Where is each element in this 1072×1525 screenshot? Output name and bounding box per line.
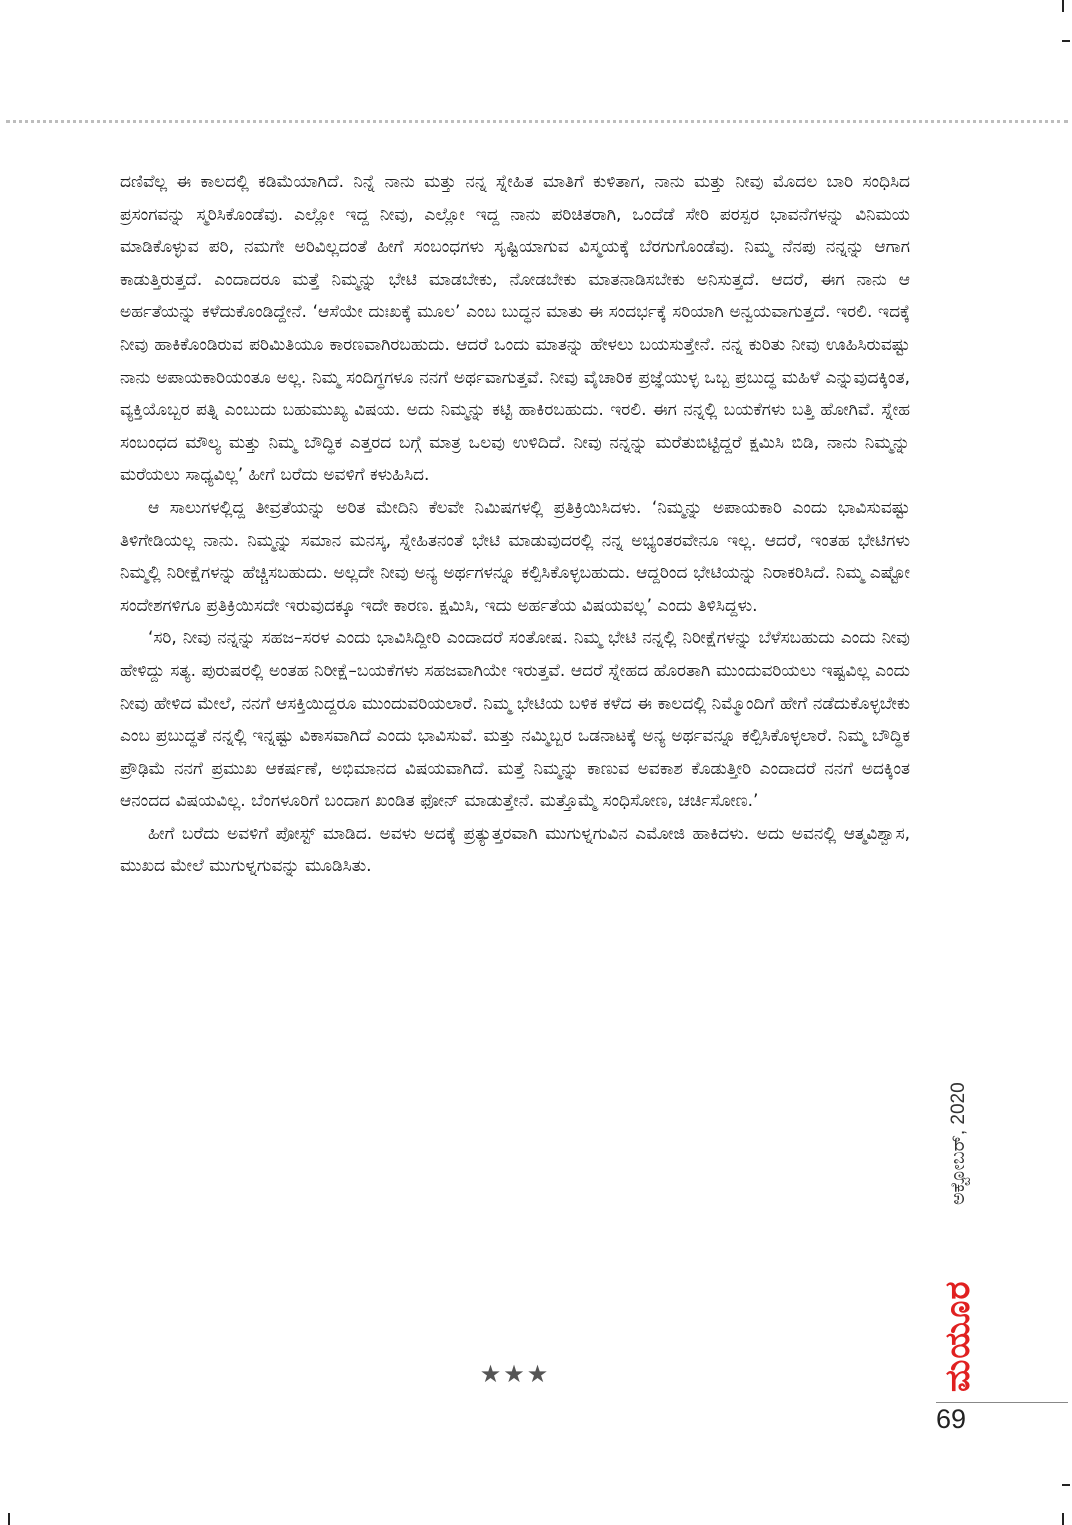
page-number: 69 — [936, 1404, 967, 1434]
section-break-stars: ★★★ — [479, 1360, 551, 1388]
article-paragraph: ಹೀಗೆ ಬರೆದು ಅವಳಿಗೆ ಪೋಸ್ಟ್ ಮಾಡಿದ. ಅವಳು ಅದಕ್ಕೆ ಪ್ರತ್ಯುತ್ತರವಾಗಿ ಮುಗುಳ್ನಗುವಿನ ಎಮೋಜಿ ಹಾಕಿದಳು. ಅದು ಅವನಲ್ಲಿ ಆತ್ಮವಿಶ್ವಾಸ, ಮುಖದ ಮೇಲೆ ಮುಗುಳ್ನಗುವನ್ನು ಮೂಡಿಸಿತು. — [120, 823, 910, 877]
issue-date: ಅಕ್ಟೋಬರ್, 2020 — [948, 1082, 969, 1205]
article-paragraph: ‘ಸರಿ, ನೀವು ನನ್ನನ್ನು ಸಹಜ–ಸರಳ ಎಂದು ಭಾವಿಸಿದ್ದೀರಿ ಎಂದಾದರೆ ಸಂತೋಷ. ನಿಮ್ಮ ಭೇಟಿ ನನ್ನಲ್ಲಿ ನಿರೀಕ್ಷೆಗಳನ್ನು ಬೆಳೆಸಬಹುದು ಎಂದು ನೀವು ಹೇಳಿದ್ದು ಸತ್ಯ. ಪುರುಷರಲ್ಲಿ ಅಂತಹ ನಿರೀಕ್ಷೆ–ಬಯಕೆಗಳು ಸಹಜವಾಗಿಯೇ ಇರುತ್ತವೆ. ಆದರೆ ಸ್ನೇಹದ ಹೊರತಾಗಿ ಮುಂದುವರಿಯಲು ಇಷ್ಟವಿಲ್ಲ ಎಂದು ನೀವು ಹೇಳಿದ ಮೇಲೆ, ನನಗೆ ಆಸಕ್ತಿಯಿದ್ದರೂ ಮುಂದುವರಿಯಲಾರೆ. ನಿಮ್ಮ ಭೇಟಿಯ ಬಳಿಕ ಕಳೆದ ಈ ಕಾಲದಲ್ಲಿ ನಿಮ್ಮೊಂದಿಗೆ ಹೇಗೆ ನಡೆದುಕೊಳ್ಳಬೇಕು ಎಂಬ ಪ್ರಬುದ್ಧತೆ ನನ್ನಲ್ಲಿ ಇನ್ನಷ್ಟು ವಿಕಾಸವಾಗಿದೆ ಎಂದು ಭಾವಿಸುವೆ. ಮತ್ತು ನಮ್ಮಿಬ್ಬರ ಒಡನಾಟಕ್ಕೆ ಅನ್ಯ ಅರ್ಥವನ್ನೂ ಕಲ್ಪಿಸಿಕೊಳ್ಳಲಾರೆ. ನಿಮ್ಮ ಬೌದ್ಧಿಕ ಪ್ರೌಢಿಮೆ ನನಗೆ ಪ್ರಮುಖ ಆಕರ್ಷಣೆ, ಅಭಿಮಾನದ ವಿಷಯವಾಗಿದೆ. ಮತ್ತೆ ನಿಮ್ಮನ್ನು ಕಾಣುವ ಅವಕಾಶ ಕೊಡುತ್ತೀರಿ ಎಂದಾದರೆ ನನಗೆ ಅದಕ್ಕಿಂತ ಆನಂದದ ವಿಷಯವಿಲ್ಲ. ಬೆಂಗಳೂರಿಗೆ ಬಂದಾಗ ಖಂಡಿತ ಫೋನ್ ಮಾಡುತ್ತೇನೆ. ಮತ್ತೊಮ್ಮೆ ಸಂಧಿಸೋಣ, ಚರ್ಚಿಸೋಣ.’ — [120, 628, 910, 812]
page-number-rule — [936, 1402, 1068, 1403]
crop-mark-right-top — [1062, 40, 1070, 42]
header-dotted-rule — [6, 120, 1068, 123]
crop-mark-top-right — [1062, 0, 1064, 12]
crop-mark-bottom-left — [8, 1513, 10, 1525]
article-body — [120, 166, 910, 883]
article-paragraph: ದಣಿವೆಲ್ಲ ಈ ಕಾಲದಲ್ಲಿ ಕಡಿಮೆಯಾಗಿದೆ. ನಿನ್ನೆ ನಾನು ಮತ್ತು ನನ್ನ ಸ್ನೇಹಿತ ಮಾತಿಗೆ ಕುಳಿತಾಗ, ನಾನು ಮತ್ತು ನೀವು ಮೊದಲ ಬಾರಿ ಸಂಧಿಸಿದ ಪ್ರಸಂಗವನ್ನು ಸ್ಮರಿಸಿಕೊಂಡೆವು. ಎಲ್ಲೋ ಇದ್ದ ನೀವು, ಎಲ್ಲೋ ಇದ್ದ ನಾನು ಪರಿಚಿತರಾಗಿ, ಒಂದೆಡೆ ಸೇರಿ ಪರಸ್ಪರ ಭಾವನೆಗಳನ್ನು ವಿನಿಮಯ ಮಾಡಿಕೊಳ್ಳುವ ಪರಿ, ನಮಗೇ ಅರಿವಿಲ್ಲದಂತೆ ಹೀಗೆ ಸಂಬಂಧಗಳು ಸೃಷ್ಟಿಯಾಗುವ ವಿಸ್ಮಯಕ್ಕೆ ಬೆರಗುಗೊಂಡೆವು. ನಿಮ್ಮ ನೆನಪು ನನ್ನನ್ನು ಆಗಾಗ ಕಾಡುತ್ತಿರುತ್ತದೆ. ಎಂದಾದರೂ ಮತ್ತೆ ನಿಮ್ಮನ್ನು ಭೇಟಿ ಮಾಡಬೇಕು, ನೋಡಬೇಕು ಮಾತನಾಡಿಸಬೇಕು ಅನಿಸುತ್ತದೆ. ಆದರೆ, ಈಗ ನಾನು ಆ ಅರ್ಹತೆಯನ್ನು ಕಳೆದುಕೊಂಡಿದ್ದೇನೆ. ‘ಆಸೆಯೇ ದುಃಖಕ್ಕೆ ಮೂಲ’ ಎಂಬ ಬುದ್ಧನ ಮಾತು ಈ ಸಂದರ್ಭಕ್ಕೆ ಸರಿಯಾಗಿ ಅನ್ವಯವಾಗುತ್ತದೆ. ಇರಲಿ. ಇದಕ್ಕೆ ನೀವು ಹಾಕಿಕೊಂಡಿರುವ ಪರಿಮಿತಿಯೂ ಕಾರಣವಾಗಿರಬಹುದು. ಆದರೆ ಒಂದು ಮಾತನ್ನು ಹೇಳಲು ಬಯಸುತ್ತೇನೆ. ನನ್ನ ಕುರಿತು ನೀವು ಊಹಿಸಿರುವಷ್ಟು ನಾನು ಅಪಾಯಕಾರಿಯಂತೂ ಅಲ್ಲ. ನಿಮ್ಮ ಸಂದಿಗ್ಧಗಳೂ ನನಗೆ ಅರ್ಥವಾಗುತ್ತವೆ. ನೀವು ವೈಚಾರಿಕ ಪ್ರಜ್ಞೆಯುಳ್ಳ ಒಬ್ಬ ಪ್ರಬುದ್ಧ ಮಹಿಳೆ ಎನ್ನುವುದಕ್ಕಿಂತ, ವ್ಯಕ್ತಿಯೊಬ್ಬರ ಪತ್ನಿ ಎಂಬುದು ಬಹುಮುಖ್ಯ ವಿಷಯ. ಅದು ನಿಮ್ಮನ್ನು ಕಟ್ಟಿ ಹಾಕಿರಬಹುದು. ಇರಲಿ. ಈಗ ನನ್ನಲ್ಲಿ ಬಯಕೆಗಳು ಬತ್ತಿ ಹೋಗಿವೆ. ಸ್ನೇಹ ಸಂಬಂಧದ ಮೌಲ್ಯ ಮತ್ತು ನಿಮ್ಮ ಬೌದ್ಧಿಕ ಎತ್ತರದ ಬಗ್ಗೆ ಮಾತ್ರ ಒಲವು ಉಳಿದಿದೆ. ನೀವು ನನ್ನನ್ನು ಮರೆತುಬಿಟ್ಟಿದ್ದರೆ ಕ್ಷಮಿಸಿ ಬಿಡಿ, ನಾನು ನಿಮ್ಮನ್ನು ಮರೆಯಲು ಸಾಧ್ಯವಿಲ್ಲ’ ಹೀಗೆ ಬರೆದು ಅವಳಿಗೆ ಕಳುಹಿಸಿದ. — [120, 172, 910, 486]
crop-mark-bottom-right — [1062, 1513, 1064, 1525]
crop-mark-right-bottom — [1062, 1484, 1070, 1486]
article-paragraph: ಆ ಸಾಲುಗಳಲ್ಲಿದ್ದ ತೀವ್ರತೆಯನ್ನು ಅರಿತ ಮೇದಿನಿ ಕೆಲವೇ ನಿಮಿಷಗಳಲ್ಲಿ ಪ್ರತಿಕ್ರಿಯಿಸಿದಳು. ‘ನಿಮ್ಮನ್ನು ಅಪಾಯಕಾರಿ ಎಂದು ಭಾವಿಸುವಷ್ಟು ತಿಳಿಗೇಡಿಯಲ್ಲ ನಾನು. ನಿಮ್ಮನ್ನು ಸಮಾನ ಮನಸ್ಕ, ಸ್ನೇಹಿತನಂತೆ ಭೇಟಿ ಮಾಡುವುದರಲ್ಲಿ ನನ್ನ ಅಭ್ಯಂತರವೇನೂ ಇಲ್ಲ. ಆದರೆ, ಇಂತಹ ಭೇಟಿಗಳು ನಿಮ್ಮಲ್ಲಿ ನಿರೀಕ್ಷೆಗಳನ್ನು ಹೆಚ್ಚಿಸಬಹುದು. ಅಲ್ಲದೇ ನೀವು ಅನ್ಯ ಅರ್ಥಗಳನ್ನೂ ಕಲ್ಪಿಸಿಕೊಳ್ಳಬಹುದು. ಆದ್ದರಿಂದ ಭೇಟಿಯನ್ನು ನಿರಾಕರಿಸಿದೆ. ನಿಮ್ಮ ಎಷ್ಟೋ ಸಂದೇಶಗಳಿಗೂ ಪ್ರತಿಕ್ರಿಯಿಸದೇ ಇರುವುದಕ್ಕೂ ಇದೇ ಕಾರಣ. ಕ್ಷಮಿಸಿ, ಇದು ಅರ್ಹತೆಯ ವಿಷಯವಲ್ಲ’ ಎಂದು ತಿಳಿಸಿದ್ದಳು. — [120, 497, 910, 616]
magazine-logo: ಮಯೂರ — [938, 1280, 978, 1392]
